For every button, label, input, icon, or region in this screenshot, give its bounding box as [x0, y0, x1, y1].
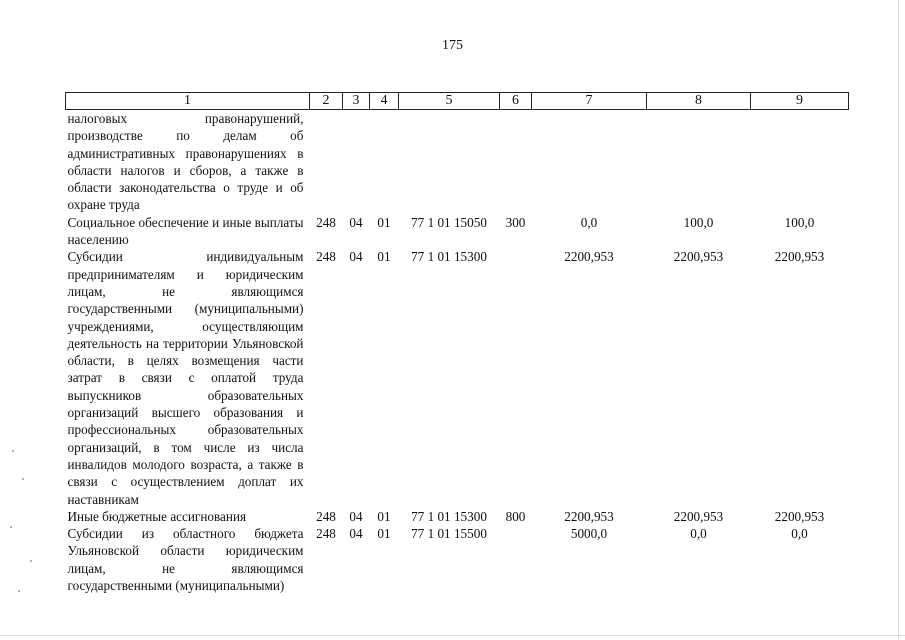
row-description: Субсидии индивидуальным предпринимателям и юридическим лицам, не являющимся государственными (муниципальными) учреждениями, осуществляющим деятельность на территории Ульяновской области, в целях возмещения части затрат в связи с оплатой труда выпускников образовательных организаций высшего образования и профессиональных образовательных организаций, в том числе из числа инвалидов молодого возраста, а также в связи с осуществлением доплат их наставникам	[67, 249, 304, 507]
table-header-row	[66, 93, 849, 110]
header-col-6: 6	[500, 93, 532, 110]
table-row	[66, 248, 849, 507]
scan-edge-marks	[8, 430, 48, 630]
row-description: Субсидии из областного бюджета Ульяновской области юридическим лицам, не являющимся государственными (муниципальными)	[67, 526, 304, 594]
row-expense-type: 300	[505, 214, 526, 230]
header-col-1: 1	[66, 93, 310, 110]
row-amount-col9: 2200,953	[774, 249, 825, 265]
table-row	[66, 525, 849, 594]
row-ministry-code: 248	[316, 526, 336, 542]
row-subsection-code: 01	[377, 249, 391, 265]
row-expense-type: 800	[505, 508, 526, 524]
row-ministry-code: 248	[316, 214, 336, 230]
row-amount-col8: 2200,953	[673, 508, 724, 524]
row-subsection-code: 01	[377, 508, 391, 524]
header-col-7: 7	[532, 93, 647, 110]
row-subsection-code: 01	[377, 526, 391, 542]
row-target-code: 77 1 01 15050	[411, 214, 487, 230]
header-col-2: 2	[310, 93, 343, 110]
table-row	[66, 110, 849, 214]
row-subsection-code	[370, 110, 399, 214]
row-subsection-code: 01	[377, 214, 391, 230]
row-expense-type	[500, 110, 532, 214]
row-amount-col9: 100,0	[784, 214, 815, 230]
row-amount-col9	[751, 110, 849, 214]
row-amount-col7	[532, 110, 647, 214]
row-description: налоговых правонарушений, производстве по делам об административных правонарушениях в области налогов и сборов, а также в области законодательства о труде и об охране труда	[67, 111, 304, 213]
row-expense-type	[500, 525, 532, 594]
row-target-code: 77 1 01 15300	[411, 249, 487, 265]
row-amount-col7: 2200,953	[564, 508, 614, 524]
row-target-code: 77 1 01 15500	[411, 526, 487, 542]
header-col-8: 8	[647, 93, 751, 110]
budget-table	[65, 92, 849, 594]
row-description: Социальное обеспечение и иные выплаты населению	[67, 214, 304, 248]
row-description: Иные бюджетные ассигнования	[67, 508, 247, 524]
row-section-code: 04	[349, 249, 363, 265]
row-section-code	[343, 110, 370, 214]
row-section-code: 04	[349, 526, 363, 542]
header-col-5: 5	[399, 93, 500, 110]
header-col-4: 4	[370, 93, 399, 110]
row-ministry-code: 248	[316, 249, 336, 265]
scan-bottom-edge	[0, 635, 905, 636]
table-row	[66, 508, 849, 525]
row-target-code	[399, 110, 500, 214]
row-amount-col9: 0,0	[791, 526, 808, 542]
row-amount-col8: 100,0	[683, 214, 714, 230]
scan-right-edge	[898, 0, 899, 640]
row-amount-col8: 2200,953	[673, 249, 724, 265]
header-col-3: 3	[343, 93, 370, 110]
row-ministry-code	[310, 110, 343, 214]
row-expense-type	[500, 248, 532, 507]
page-number: 175	[442, 38, 463, 53]
table-row	[66, 214, 849, 249]
row-amount-col8	[647, 110, 751, 214]
row-amount-col7: 2200,953	[564, 249, 614, 265]
header-col-9: 9	[751, 93, 849, 110]
row-amount-col8: 0,0	[690, 526, 707, 542]
row-section-code: 04	[349, 508, 363, 524]
row-amount-col7: 0,0	[580, 214, 598, 230]
row-amount-col7: 5000,0	[570, 526, 608, 542]
row-target-code: 77 1 01 15300	[411, 508, 487, 524]
row-amount-col9: 2200,953	[774, 508, 825, 524]
row-ministry-code: 248	[316, 508, 336, 524]
row-section-code: 04	[349, 214, 363, 230]
